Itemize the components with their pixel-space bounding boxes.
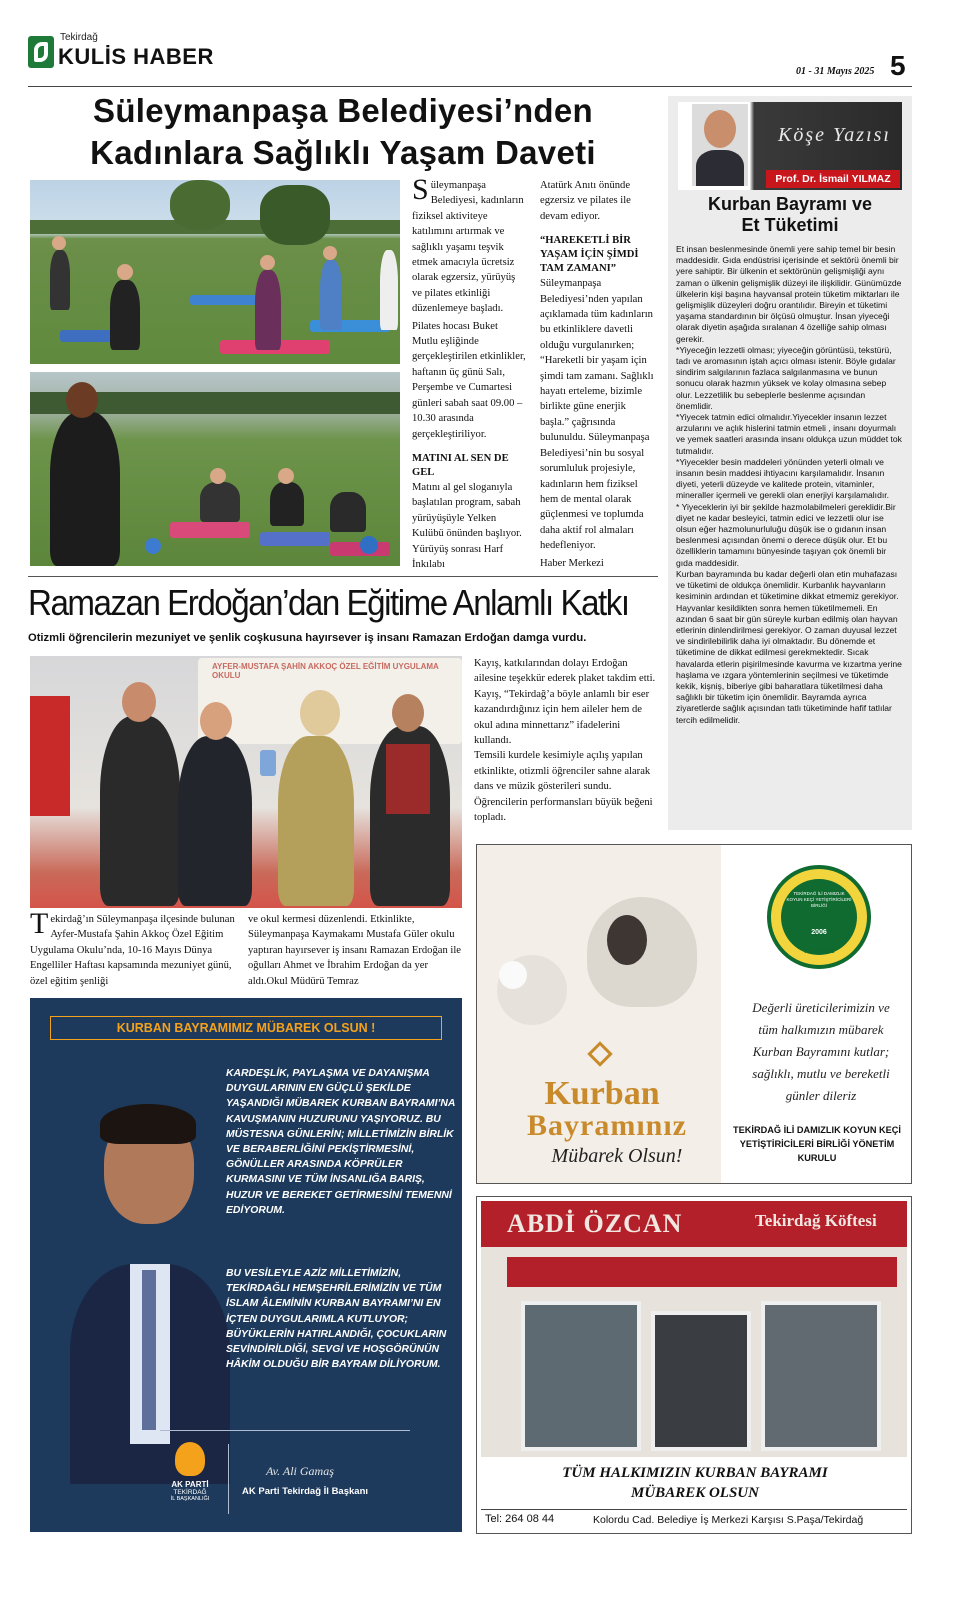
ozcan-address: Kolordu Cad. Belediye İş Merkezi Karşısı S.Paşa/Tekirdağ xyxy=(593,1514,864,1526)
column-title xyxy=(668,194,912,236)
koyun-mubarek: Mübarek Olsun! xyxy=(551,1145,683,1167)
photo-banner: AYFER-MUSTAFA ŞAHİN AKKOÇ ÖZEL EĞİTİM UYGULAMA OKULU xyxy=(198,658,462,744)
akparti-text2: BU VESİLEYLE AZİZ MİLLETİMİZİN, TEKİRDAĞLI HEMŞEHRİLERİMİZİN VE TÜM İSLAM ÂLEMİNİN KURBAN BAYRAMI’NI EN İÇTEN DUYGULARIMLA KUTLUYOR; BÜYÜKLERİN HATIRLANDIĞI, ÇOCUKLARIN SEVİNDİRİLDİĞİ, SEVGİ VE HOŞGÖRÜNÜN HÂKİM OLDUĞU BİR BAYRAM DİLİYORUM. xyxy=(226,1268,447,1371)
brand-small: Tekirdağ xyxy=(60,32,98,43)
ornament-icon xyxy=(587,1041,612,1066)
lightbulb-icon xyxy=(175,1442,205,1476)
ozcan-phone: Tel: 264 08 44 xyxy=(485,1513,555,1525)
masthead xyxy=(28,28,248,72)
column-label: Köşe Yazısı xyxy=(778,124,891,146)
author-photo xyxy=(692,104,748,186)
koyun-org: TEKİRDAĞ İLİ DAMIZLIK KOYUN KEÇİ YETİŞTİRİCİLERİ BİRLİĞİ YÖNETİM KURULU xyxy=(733,1125,901,1163)
article1-title xyxy=(28,90,658,174)
header-rule xyxy=(28,86,912,87)
akparti-text1: KARDEŞLİK, PAYLAŞMA VE DAYANIŞMA DUYGULARININ EN GÜÇLÜ ŞEKİLDE YAŞANDIĞI MÜBAREK KURBAN BAYRAMI’NA KAVUŞMANIN HUZURUNU YAŞIYORUZ. BU MÜSTESNA GÜNLERİN; MİLLETİMİZİN BİRLİK VE BERABERLİĞİNİ PEKİŞTİRMESİNİ, GÖNÜLLER ARASINDA KÖPRÜLER KURMASINI VE TÜM İNSANLIĞA BARIŞ, HUZUR VE BEREKET GETİRMESİNİ TEMENNİ EDİYORUM. xyxy=(226,1068,455,1216)
ozcan-message-line2: MÜBAREK OLSUN xyxy=(631,1485,759,1501)
akparti-role: AK Parti Tekirdağ İl Başkanı xyxy=(242,1486,369,1497)
koyun-logo: 2006 TEKİRDAĞ TEKİRDAĞ İLİ DAMIZLIK KOYUN KEÇİ YETİŞTİRİCİLERİ BİRLİĞİ xyxy=(767,865,871,969)
article1-title-line2: Kadınlara Sağlıklı Yaşam Daveti xyxy=(90,134,596,171)
column-title-line2: Et Tüketimi xyxy=(741,215,839,235)
article1-col1 xyxy=(412,173,526,574)
article1-col1-p2: Pilates hocası Buket Mutlu eşliğinde gerçekleştirilen etkinlikler, haftanın üç günü Salı, Perşembe ve Cumartesi günleri sabah saat 09.00 – 10.30 arasında gerçekleştiriliyor. xyxy=(412,320,526,440)
article1-col2 xyxy=(540,178,656,573)
article1-col1-heading: MATINI AL SEN DE GEL xyxy=(412,452,509,478)
brand-logo-icon xyxy=(28,36,54,68)
opinion-column xyxy=(668,96,912,830)
section-rule xyxy=(28,576,658,577)
ozcan-message-line1: TÜM HALKIMIZIN KURBAN BAYRAMI xyxy=(562,1465,828,1481)
akparti-vline xyxy=(228,1444,229,1514)
article1-col2-p2: Süleymanpaşa Belediyesi’nden yapılan açıklamada tüm kadınların bu etkinliklere davetli olduğu vurgulanırken; “Hareketli bir yaşam için şimdi tam zamanı. Sağlıklı hayatı erteleme, bizimle birlikte güne enerjik başla.” çağrısında bulunuldu. Süleymanpaşa Belediyesi’nin bu sosyal sorumluluk projesiyle, kadınların hem fiziksel hem de mental olarak güçlenmesi ve toplumda daha aktif rol almaları hedefleniyor. xyxy=(540,278,654,552)
restaurant-photo xyxy=(481,1201,907,1457)
column-title-line1: Kurban Bayramı ve xyxy=(707,194,873,214)
article2-right-text: Kayış, katkılarından dolayı Erdoğan ailesine teşekkür ederek plaket takdim etti. Kayış, “Tekirdağ’a böyle anlamlı bir eser kazandırdığınız için hem aileler hem de okul adına minnettarız” ifadelerini kullandı. Temsili kurdele kesimiyle açılış yapılan etkinlikte, otizmli öğrenciler sahne alarak dans ve müzik gösterileri sundu. Öğrencilerin performansları büyük beğeni topladı. xyxy=(474,658,656,824)
article2-title: Ramazan Erdoğan’dan Eğitime Anlamlı Katkı xyxy=(28,582,629,623)
ceremony-photo xyxy=(30,656,462,908)
akparti-banner: KURBAN BAYRAMIMIZ MÜBAREK OLSUN ! xyxy=(50,1016,442,1040)
akparti-portrait xyxy=(30,1074,240,1474)
article1-col1-p1: Süleymanpaşa Belediyesi, kadınların fiziksel aktiviteye katılımını artırmak ve sağlıklı yaşamı teşvik etmek amacıyla ücretsiz olarak egzersiz, yürüyüş ve pilates etkinliği düzenlemeye başladı. xyxy=(412,173,524,315)
author-banner xyxy=(678,102,902,190)
koyun-ad-left xyxy=(477,845,721,1183)
koyun-kurban: Kurban xyxy=(544,1075,660,1112)
akparti-logo: AK PARTİ TEKİRDAĞ İL BAŞKANLIĞI xyxy=(160,1442,220,1526)
column-body: Et insan beslenmesinde önemli yere sahip temel bir besin maddesidir. Gıda endüstrisi içerisinde et sektörü önemli bir yere sahiptir. Bir ülkenin et sektörünün gelişmişliği aynı zaman o ülkenin gelişmişlik düzeyi ile ilişkilidir. Günümüzde ülkelerin kişi başına hayvansal protein tüketim miktarları ile gelişmişlik düzeyleri doğru orantılıdır. Bireyin et tüketimi yaşama standardının bir ölçüsü olmuştur. İnsan yiyeceği olarak diyetin aşağıda sıralanan 4 özelliğe sahip olması gerekir. *Yiyeceğin lezzetli olması; yiyeceğin görüntüsü, tekstürü, tadı ve aromasının iştah açıcı olması istenir. Böyle gıdalar sindirim salgılarının fazlaca salgılanmasına ve bunun sonucu olarak hazmın yüksek ve kolay olmasına sebep olur. Lezzetlilik bu sebeplerle beslenme açısından önemlidir. *Yiyecek tatmin edici olmalıdır.Yiyecekler insanın lezzet arzularını ve açlık hislerini tatmin etmeli , insanı doyurmalı ve yemek saatleri arasında insanı oldukça uzun müddet tok tutmalıdır. *Yiyecekler besin maddeleri yönünden yeterli olmalı ve insanın besin maddesi ihtiyacını karşılamalıdır. İnsanın diyeti, yeterli düzeyde ve kalitede protein, vitaminler, mineraller içermeli ve gerekli olan enerjiyi karşılamalıdır. * Yiyeceklerin iyi bir şekilde hazmolabilmeleri gereklidir.Bir diyet ne kadar besleyici, tatmin edici ve lezzetli olur ise olsun eğer hazmolunurluluğu düşük ise o gıdanın insan beslenmesi açısından önemi o derece düşük olur. Et bu özelliklerin tamamını bünyesinde taşıyan çok önemli bir gıda maddesidir. Kurban bayramında bu kadar değerli olan etin muhafazası ve tüketimi de oldukça önemlidir. Kurbanlık hayvanların kesiminin ardından et tüketimine dikkat etmemiz gerekiyor. Hayvanlar kesildikten sonra hemen tüketilmemeli. En azından 6 saat bir gün süreyle kurban edilmiş olan hayvan etlerinin dinlendirilmesi gerekiyor. O zaman duyusal lezzet ve sindirilebilirlik daha iyi olmaktadır. Bu dönemde et tüketimine de dikkat edilmesi gerekmektedir. Sıcak havalarda etlerin pişirilmesinde kavurma ve kızartma yerine haşlama ve ızgara yöntemlerinin seçilmesi ve tüketimde kekik, kişniş, biberiye gibi baharatlara tüketilmesi daha sağlıklı bir tüketim için önemlidir. Bayramda ayrıca ziyaretlerde sağlık açısından tatlı tüketiminde hafif tatlılar tercih edilmelidir. xyxy=(676,244,902,725)
koyun-ad xyxy=(476,844,912,1184)
ozcan-ad xyxy=(476,1196,912,1534)
restaurant-sign-name: ABDİ ÖZCAN xyxy=(507,1209,683,1238)
article2-subtitle: Otizmli öğrencilerin mezuniyet ve şenlik coşkusuna hayırsever iş insanı Ramazan Erdoğan damga vurdu. xyxy=(28,632,587,644)
koyun-bayraminiz: Bayramınız xyxy=(527,1109,687,1142)
article1-title-line1: Süleymanpaşa Belediyesi’nden xyxy=(93,92,593,129)
restaurant-sign-sub: Tekirdağ Köftesi xyxy=(755,1211,877,1230)
article1-col2-heading: “HAREKETLİ BİR YAŞAM İÇİN ŞİMDİ TAM ZAMANI” xyxy=(540,235,639,275)
article2-bottom-col2: ve okul kermesi düzenlendi. Etkinlikte, Süleymanpaşa Kaymakamı Mustafa Güler okulu yaptıran hayırsever iş insanı Ramazan Erdoğan ile oğulları Ahmet ve İbrahim Erdoğan da yer aldı.Okul Müdürü Temraz xyxy=(248,914,461,987)
ozcan-rule xyxy=(481,1509,907,1510)
column-author: Prof. Dr. İsmail YILMAZ xyxy=(766,170,900,188)
article1-col2-sign: Haber Merkezi xyxy=(540,557,604,569)
akparti-signature: Av. Ali Gamaş xyxy=(266,1464,334,1478)
article1-col1-p3: Matını al gel sloganıyla başlatılan program, sabah yürüyüşüyle Yelken Kulübü önünden başlıyor. Yürüyüş sonrası Harf İnkılabı xyxy=(412,481,522,570)
brand-name: KULİS HABER xyxy=(58,44,214,69)
akparti-ad xyxy=(30,998,462,1532)
akparti-divider xyxy=(160,1430,410,1431)
article1-col2-p1: Atatürk Anıtı önünde egzersiz ve pilates ile devam ediyor. xyxy=(540,180,631,222)
ozcan-message xyxy=(477,1463,912,1503)
pilates-photo-1 xyxy=(30,180,400,364)
article2-bottom-col1: Tekirdağ’ın Süleymanpaşa ilçesinde bulunan Ayfer-Mustafa Şahin Akkoç Özel Eğitim Uygulama Okulu’nda, 10-16 Mayıs Dünya Engelliler Haftası kapsamında mezuniyet günü, özel eğitim şenliği xyxy=(30,907,235,987)
koyun-message: Değerli üreticilerimizin ve tüm halkımızın mübarek Kurban Bayramını kutlar; sağlıklı, mutlu ve bereketli günler dileriz xyxy=(752,1000,890,1103)
issue-date: 01 - 31 Mayıs 2025 xyxy=(796,66,875,77)
pilates-photo-2 xyxy=(30,372,400,566)
page-number: 5 xyxy=(890,50,906,81)
